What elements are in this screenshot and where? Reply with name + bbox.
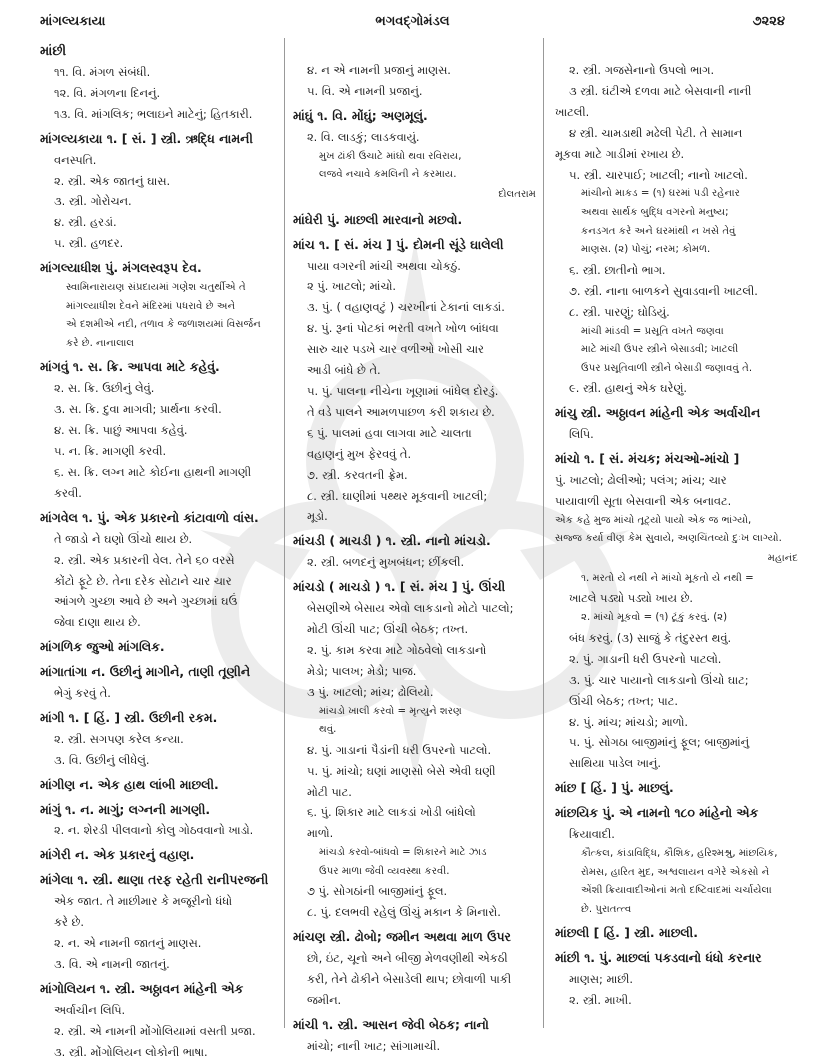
citation-author: દોલતરામ [498,188,536,200]
citation-line: ઉપર પ્રસૂતિવાળી સ્ત્રીને બેસાડી જણાવવું તે. [581,362,753,374]
definition-line: ૨. ન. એ નામની જાતનું માણસ. [54,936,202,950]
definition-line: ૬. પું. શિકાર માટે લાકડાં ખોડી બાંધેલો [307,805,476,820]
definition-line: વહાણનું મુખ ફેરવવું તે. [307,446,412,461]
definition-line: ખાટલી. [555,104,590,119]
column-divider [284,38,285,1028]
definition-line: મેડો; પાલખ; મેડો; પાજ. [307,663,417,678]
entry-headword-line: માંઘેરી પું. માછલી મારવાનો મછવો. [293,211,463,227]
entry-headword-line: માંચો ૧. [ સં. મંચક; મંચઓ-માંચો ] [555,451,740,467]
entry-headword-line: માંગેરી ન. એક પ્રકારનું વહાણ. [40,847,195,863]
definition-line: જેવા દાણા થાય છે. [54,615,141,630]
definition-line: ખાટલે પડ્યો પડ્યો ખાય છે. [569,591,694,606]
entry-headword-line: માંછી ૧. પું. માછલાં પકડવાનો ધંધો કરનાર [555,950,762,966]
definition-line: આંગળે ગુચ્છા આવે છે અને ગુચ્છામાં ઘઉં [54,594,238,609]
left-guide-word: માંગલ્યકાયા [40,14,106,29]
definition-line: ૬ પું. પાલમાં હવા લાગવા માટે ચાલતા [307,425,472,440]
definition-line: પાયાવાળી સૂતા બેસવાની એક બનાવટ. [555,493,732,508]
definition-line: એક જાત. તે માછીમાર કે મજૂરીનો ધંધો [54,894,233,909]
definition-line: ૪. પું. રૂનાં પોટકાં ભરતી વખતે ખોળ બાંધવા [307,321,499,336]
citation-author: મહાનંદ [767,552,798,564]
definition-line: કોંટો ફૂટે છે. તેના દરેક સોટાને ચાર ચાર [54,573,232,588]
citation-line: ૨. માંચો મૂકવો = (૧) ટૂંકું કરવું. (૨) [581,612,728,624]
entry-headword-line: માંગવું ૧. સ. ક્રિ. આપવા માટે કહેવું. [40,359,220,375]
entry-headword-line: માંગવેલ ૧. પું. એક પ્રકારનો કાંટાવાળો વાંસ. [40,509,259,525]
definition-line: ૨. પું. કામ કરવા માટે ગોઠવેલો લાકડાનો [307,642,487,657]
left-guide-word-2: માંછી [40,44,67,59]
entry-headword-line: માંચડો ( માચડો ) ૧. [ સં. મંચ ] પું. ઊંચી [293,579,506,595]
entry-headword-line: માંગલ્યાધીશ પું. મંગલસ્વરૂપ દેવ. [40,260,202,276]
definition-line: ૨. સ્ત્રી. સગપણ કરેલ કન્યા. [54,731,184,746]
definition-line: સારુ ચાર પડખે ચાર વળીઓ ખોસી ચાર [307,342,484,357]
entry-headword-line: માંગું ૧. ન. માગું; લગ્નની માગણી. [40,801,211,817]
citation-line: સ્વામિનારાયણ સંપ્રદાયમાં ગણેશ ચતુર્થીએ તે [66,282,246,294]
definition-line: કરે છે. [54,915,84,930]
definition-line: મોટી પાટ. [307,784,352,799]
column-1 [40,62,276,1062]
definition-line: બેસણીએ બેસાય એવો લાકડાનો મોટો પાટલો; [307,601,514,616]
definition-line: ૨. વિ. લાડકું; લાડકવાયું. [307,129,420,144]
definition-line: ૨. સ્ત્રી. એક જાતનું ઘાસ. [54,173,171,188]
definition-line: ૩ પું. ખાટલો; માંચ; ઢોલિયો. [307,684,434,699]
definition-line: ૨. સ્ત્રી. ગજસેનાનો ઉપલો ભાગ. [569,63,715,77]
definition-line: ૫. ન. ક્રિ. માગણી કરવી. [54,444,167,459]
definition-line: ૨. સ્ત્રી. એક પ્રકારની વેલ. તેને ૬૦ વરસે [54,552,235,567]
page-header [0,14,825,36]
definition-line: ૨. સ્ત્રી. બળદનું મુખબંધન; છીંકલી. [307,555,465,570]
definition-line: પું. ખાટલો; ઢોલીઓ; પલંગ; માંચ; ચાર [555,472,727,487]
citation-line: કરે છે. નાનાલાલ [66,337,135,349]
definition-line: માળો. [307,826,334,841]
definition-line: ૩. વિ. એ નામની જાતનું. [54,956,170,971]
definition-line: ઊંચી બેઠક; તખ્ત; પાટ. [569,693,678,708]
citation-line: માંચી માંડવી = પ્રસૂતિ વખતે જણવા [581,325,724,337]
definition-line: તે જાડો ને ઘણો ઊંચો થાય છે. [54,531,193,546]
citation-line: લજવે નચાવે કમલિની ને કરમાય. [319,169,457,181]
entry-headword-line: માંચણ સ્ત્રી. ઢોબો; જમીન અથવા માળ ઉપર [293,929,511,945]
entry-headword-line: માંગીણ ન. એક હાથ લાંબી માછલી. [40,776,219,792]
citation-line: સજ્જ કર્યા વીણ કેમ સુવાયે, અણચિંતવ્યો દુઃખ લાગ્યો. [555,533,782,545]
definition-line: ૩. સ્ત્રી. મોંગોલિયન લોકોની ભાષા. [54,1044,208,1059]
entry-headword-line: માંગળિક જુઓ માંગલિક. [40,639,165,655]
citation-line: માટે માંચી ઉપર સ્ત્રીને બેસાડવી; ખાટલી [581,344,739,356]
definition-line: જમીન. [307,993,342,1007]
citation-line: કૌત્કલ, કાંડાવિદ્ધિ, કૌશિક, હરિશ્મશ્રુ, માંછયિક, [581,848,778,859]
definition-line: ૫. પું. માંચો; ઘણાં માણસો બેસે એવી ઘણી [307,763,496,778]
definition-line: કરવી. [54,485,82,500]
definition-line: આડી બાંધે છે તે. [307,363,381,378]
citation-line: એક કહે મુજ માંચો તૂટ્યો પાયો એક જ ભાંગ્યો, [555,514,752,526]
entry-headword-line: માંછયિક પું. એ નામનો ૧૮૦ માંહેનો એક [555,805,759,821]
definition-line: ૫. વિ. એ નામની પ્રજાનું. [307,83,423,98]
definition-line: ૮. પું. દલભવી રહેલું ઊંચું મકાન કે મિનારો. [307,905,501,920]
entry-headword-line: માંગલ્યકાયા ૧. [ સં. ] સ્ત્રી. ઋદ્ધિ નામની [40,130,253,146]
citation-line: માંચીનો માકડ = (૧) ઘરમાં પડી રહેનાર [581,188,740,200]
definition-line: બંધ કરવું. (૩) સાજું કે તંદુરસ્ત થવું. [569,630,732,645]
definition-line: ૨. ન. શેરડી પીલવાનો કોલુ ગોઠવવાનો ખાડો. [54,823,254,838]
definition-line: ૨. પું. ગાડાની ધરી ઉપરનો પાટલો. [569,651,722,666]
definition-line: ૧૩. વિ. માંગલિક; ભલાઇને માટેનું; હિતકારી. [54,106,253,121]
citation-line: ૧. મરતો યે નથી ને માંચો મૂકતો યે નથી = [581,572,754,584]
definition-line: ૫. સ્ત્રી. ચારપાઈ; ખાટલી; નાનો ખાટલો. [569,167,748,182]
definition-line: ૩. સ્ત્રી. ગોરોચન. [54,194,132,209]
dictionary-title: ભગવદ્ગોમંડલ [375,14,450,29]
definition-line: મૂકવા માટે ગાડીમાં રખાય છે. [555,146,685,161]
entry-headword-line: માંછલી [ હિં. ] સ્ત્રી. માછલી. [555,925,698,941]
citation-line: એંશી ક્રિયાવાદીઓનાં મતો દષ્ટિવાદમાં ચર્ચાયેલા [581,885,772,897]
column-divider [543,38,544,1028]
page-number: ૭૨૨૪ [752,14,785,29]
citation-line: માંચડો કરવો-બાંધવો = શિકારને માટે ઝાડ [319,847,487,859]
definition-line: ૭. સ્ત્રી. કરવતની ફ્રેમ. [307,467,408,482]
definition-line: ૩. સ. ક્રિ. દુવા માગવી; પ્રાર્થના કરવી. [54,402,222,417]
definition-line: કરી, તેને ઢોકીને બેસાડેલી થાપ; છોવાળી પાકી [307,972,512,987]
definition-line: ૭ પું. સોગઠાંની બાજીમાંનું ફૂલ. [307,884,448,899]
column-2 [293,60,536,1057]
definition-line: માણસ; માછી. [569,972,633,987]
entry-headword-line: માંછ [ હિં. ] પું. માછલું. [555,780,674,796]
definition-line: અર્વાચીન લિપિ. [54,1002,126,1017]
citation-line: અથવા સાર્થક બુદ્ધિ વગરનો મનુષ્ય; [581,207,729,219]
column-3 [555,60,798,1011]
definition-line: ૩. પું. ચાર પાયાનો લાકડાનો ઊંચો ઘાટ; [569,672,749,687]
definition-line: મૂડો. [307,509,328,524]
entry-headword-line: માંચુ સ્ત્રી. અઠ્ઠાવન માંહેની એક અર્વાચીન [555,405,761,421]
definition-line: ૨. સ. ક્રિ. ઉછીનું લેવું. [54,381,155,396]
citation-line: એ દશમીએ નદી, તળાવ કે જળાશયમાં વિસર્જન [66,319,261,331]
definition-line: ૨. સ્ત્રી. એ નામની મોંગોલિયામાં વસતી પ્રજા. [54,1023,256,1038]
definition-line: ૪ સ્ત્રી. ચામડાથી મઢેલી પેટી. તે સામાન [569,125,743,140]
entry-headword-line: માંચ ૧. [ સં. મંચ ] પું. દોમની સૂંડે ઘાલેલી [293,236,504,252]
entry-headword-line: માંચી ૧. સ્ત્રી. આસન જેવી બેઠક; નાનો [293,1016,489,1032]
definition-line: ૮. સ્ત્રી. ઘાણીમાં પથ્થર મૂકવાની ખાટલી; [307,488,488,503]
definition-line: લિપિ. [569,427,594,442]
definition-line: ૩. વિ. ઉછીનું લીધેલું. [54,752,150,767]
definition-line: ૫. પું. પાલના નીચેના ખૂણામાં બાંધેલ દોરડું. [307,383,499,398]
definition-line: ૩ સ્ત્રી. ઘંટીએ દળવા માટે બેસવાની નાની [569,83,752,98]
definition-line: ભેગું કરવું તે. [54,686,111,701]
definition-line: ૨ પું. ખાટલો; માંચો. [307,279,397,294]
definition-line: ૧૧. વિ. મંગળ સંબંધી. [54,65,151,79]
definition-line: ૩. પું. ( વહાણવટું ) ચરખીનાં ટેકાનાં લાકડાં. [307,300,505,315]
citation-line: કનડગત કરે અને ઘરમાંથી ન ખસે તેવું [581,225,736,237]
citation-line: માંચડો ખાલી કરવો = મૃત્યુને શરણ [319,705,462,717]
definition-line: માંચો; નાની ખાટ; સાંગામાચી. [307,1038,441,1053]
definition-line: ૬. સ્ત્રી. છાતીનો ભાગ. [569,262,666,277]
definition-line: ૮. સ્ત્રી. પારણું; ઘોડિયું. [569,304,670,319]
entry-headword-line: માંચડી ( માચડી ) ૧. સ્ત્રી. નાનો માંચડો. [293,533,491,549]
citation-line: રોમસ, હારિત મુદ, અશ્વલાયન વગેરે એકસો ને [581,866,770,878]
definition-line: પાયા વગરની માંચી અથવા ચોકઠું. [307,258,461,273]
definition-line: ૪. સ્ત્રી. હરડાં. [54,215,117,230]
entry-headword-line: માંગોલિયન ૧. સ્ત્રી. અઠ્ઠાવન માંહેની એક [40,980,244,996]
definition-line: વનસ્પતિ. [54,152,97,167]
definition-line: તે વડે પાલને આમળપાછળ કરી શકાય છે. [307,404,495,419]
citation-line: થવું. [319,724,337,736]
definition-line: છો, ઇંટ, ચૂનો અને બીજી મેળવણીથી એકઠી [307,951,508,966]
definition-line: ૫. પું. સોગઠા બાજીમાંનું ફૂલ; બાજીમાંનું [569,735,750,750]
definition-line: ૪. ન એ નામની પ્રજાનું માણસ. [307,63,451,77]
citation-line: માણસ. (૨) પોચું; નરમ; કોમળ. [581,244,711,256]
entry-headword-line: માંગી ૧. [ હિં. ] સ્ત્રી. ઉછીની રકમ. [40,709,218,725]
definition-line: ૪. પું. ગાડાનાં પૈડાંની ધરી ઉપરનો પાટલો. [307,742,492,757]
definition-line: ૯. સ્ત્રી. હાથનું એક ઘરેણું. [569,381,687,396]
entry-headword-line: માંગેલા ૧. સ્ત્રી. થાણા તરફ રહેતી રાનીપરજની [40,872,269,888]
definition-line: ૫. સ્ત્રી. હળદર. [54,236,124,251]
citation-line: માંગલ્યાધીશ દેવને મંદિરમાં પધરાવે છે અને [66,300,236,312]
entry-headword-line: માંઘું ૧. વિ. મોંઘું; અણમૂલું. [293,107,428,123]
definition-line: સાથિયા પાડેલ ખાનું. [569,756,661,771]
definition-line: ૪. સ. ક્રિ. પાછું આપવા કહેવું. [54,423,188,438]
definition-line: ૧૨. વિ. મંગળના દિનનું. [54,85,161,100]
definition-line: મોટી ઊંચી પાટ; ઊંચી બેઠક; તખ્ત. [307,621,469,636]
definition-line: ૪. પું. માંચ; માંચડો; માળો. [569,714,689,729]
definition-line: ૨. સ્ત્રી. માખી. [569,993,632,1008]
definition-line: ૭. સ્ત્રી. નાના બાળકને સુવાડવાની ખાટલી. [569,283,758,298]
citation-line: મુખ ઢાંકી ઉચાટે માંઘો થવા રવિરાય, [319,150,462,162]
citation-line: ઉપર માળા જેવી વ્યવસ્થા કરવી. [319,865,450,877]
definition-line: ૬. સ. ક્રિ. લગ્ન માટે કોઈના હાથની માગણી [54,464,252,479]
entry-headword-line: માંગાતાંગા ન. ઉછીનું માગીને, તાણી તૂણીને [40,664,251,680]
citation-line: છે. પુરાતત્ત્વ [581,903,632,915]
definition-line: ક્રિયાવાદી. [569,827,615,842]
